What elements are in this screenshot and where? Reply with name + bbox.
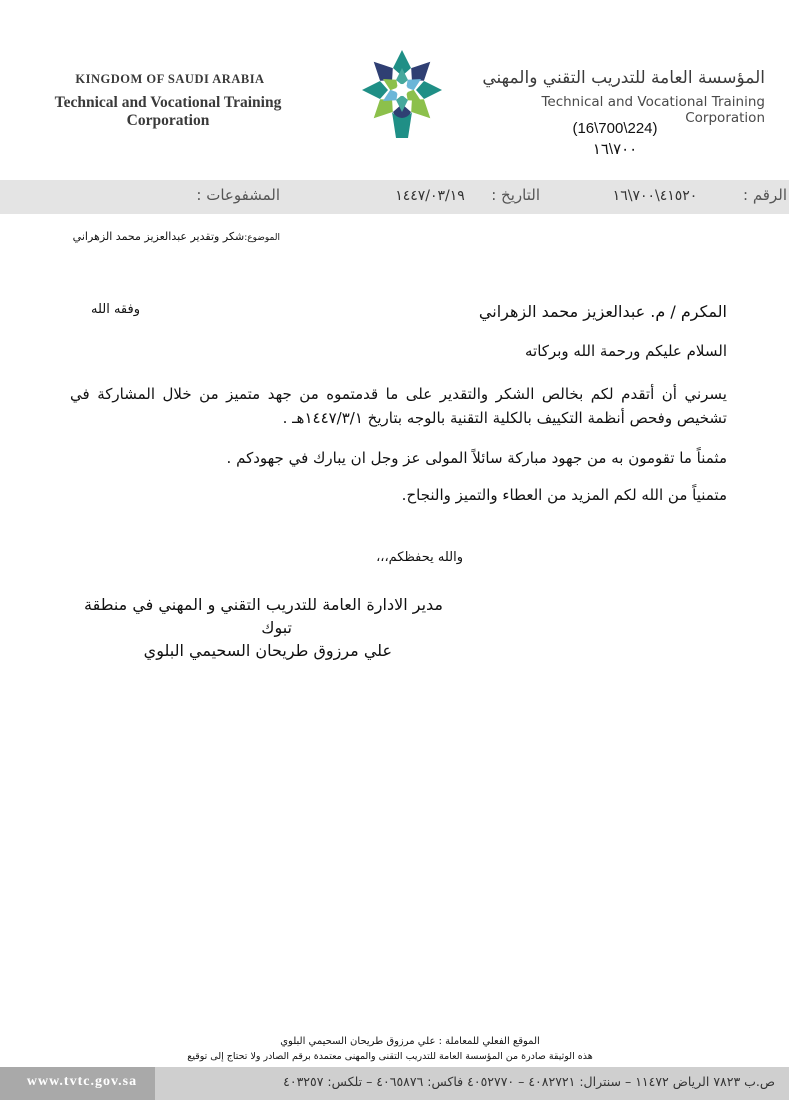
signer-name: علي مرزوق طريحان السحيمي البلوي <box>143 641 392 660</box>
corporation-name-en-right: Technical and Vocational Training Corporation <box>541 94 765 126</box>
closing-phrase: والله يحفظكم،،، <box>376 550 463 565</box>
letter-paragraph: يسرني أن أتقدم لكم بخالص الشكر والتقدير على ما قدمتموه من جهد متميز من خلال المشاركة في تشخيص وفحص أنظمة التكييف بالكلية التقنية بالوجه بتاريخ ١٤٤٧/٣/١هـ . <box>70 385 727 427</box>
subject-text: شكر وتقدير عبدالعزيز محمد الزهراني <box>72 230 245 243</box>
letter-line-wishes: متمنياً من الله لكم المزيد من العطاء والتميز والنجاح. <box>401 486 727 504</box>
corporation-name-ar: المؤسسة العامة للتدريب التقني والمهني <box>482 68 765 88</box>
signer-title-line1: مدير الادارة العامة للتدريب التقني و المهني في منطقة <box>84 595 443 614</box>
recipient: المكرم / م. عبدالعزيز محمد الزهراني <box>478 302 727 321</box>
contact-info: ص.ب ٧٨٢٣ الرياض ١١٤٧٢ – سنترال: ٤٠٨٢٧٢١ – ٤٠٥٢٧٧٠ فاكس: ٤٠٦٥٨٧٦ – تلكس: ٤٠٣٢٥٧ <box>283 1074 775 1089</box>
actual-signer-note: الموقع الفعلي للمعاملة : علي مرزوق طريحان السحيمي البلوي <box>280 1036 540 1047</box>
subject-prefix: الموضوع: <box>244 233 280 243</box>
subject-line <box>70 230 280 243</box>
tvtc-logo <box>356 46 448 146</box>
department-code-arabic: ٧٠٠\١٦ <box>592 141 638 158</box>
date-value: ١٤٤٧/٠٣/١٩ <box>395 188 465 204</box>
letter-line-appreciation: مثمناً ما تقومون به من جهود مباركة سائلاً المولى عز وجل ان يبارك في جهودكم . <box>226 449 727 467</box>
document-disclaimer: هذه الوثيقة صادرة من المؤسسة العامة للتدريب التقنى والمهنى معتمدة برقم الصادر ولا تحتاج إلى توقيع <box>187 1051 593 1062</box>
recipient-blessing: وفقه الله <box>90 302 140 317</box>
kingdom-title-en: KINGDOM OF SAUDI ARABIA <box>75 72 265 86</box>
greeting: السلام عليكم ورحمة الله وبركاته <box>525 342 727 360</box>
corporation-name-en-left: Technical and Vocational Training Corporation <box>54 94 282 129</box>
attachments-label: المشفوعات : <box>196 186 280 204</box>
website-link[interactable]: www.tvtc.gov.sa <box>26 1074 138 1089</box>
signer-title-line2: تبوك <box>261 618 292 637</box>
date-label: التاريخ : <box>491 186 540 204</box>
department-code-latin: (16\700\224) <box>572 120 658 137</box>
number-label: الرقم : <box>743 186 787 204</box>
number-value: ٤١٥٢٠\٧٠٠\١٦ <box>612 188 698 204</box>
